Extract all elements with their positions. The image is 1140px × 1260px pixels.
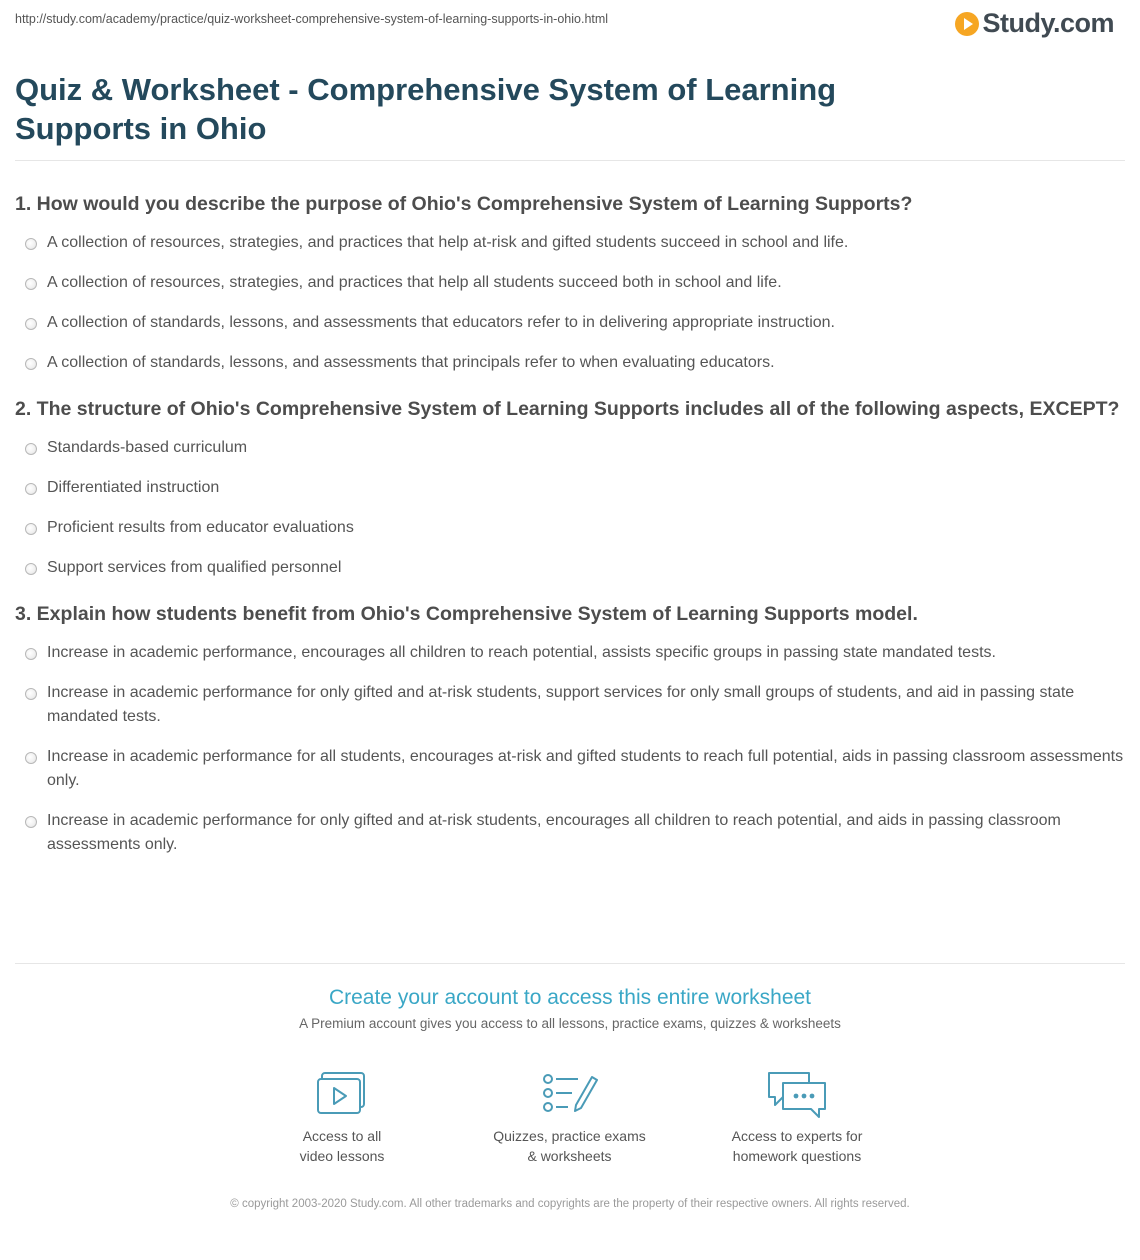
question-text: 2. The structure of Ohio's Comprehensive System of Learning Supports includes all of the following aspects, EXCEPT? bbox=[15, 398, 1120, 420]
answer-text: A collection of resources, strategies, and practices that help all students succeed both in school and life. bbox=[47, 274, 782, 291]
feature-label-line: video lessons bbox=[299, 1148, 385, 1164]
create-account-link[interactable]: Create your account to access this entire worksheet bbox=[328, 986, 812, 1009]
quiz-questions bbox=[15, 192, 1125, 879]
answer-text: Standards-based curriculum bbox=[47, 439, 248, 456]
question-2 bbox=[15, 397, 1125, 580]
answer-option[interactable] bbox=[15, 311, 1125, 335]
answer-option[interactable] bbox=[15, 556, 1125, 580]
feature-label bbox=[242, 1126, 442, 1166]
radio-button-icon[interactable] bbox=[25, 318, 37, 330]
video-lesson-icon bbox=[242, 1068, 442, 1120]
answer-text: Increase in academic performance for only gifted and at-risk students, support services for only small groups of students, and aid in passing state mandated tests. bbox=[47, 684, 1075, 725]
answer-option[interactable] bbox=[15, 809, 1125, 857]
feature-experts bbox=[697, 1068, 897, 1166]
answer-text: Increase in academic performance, encourages all children to reach potential, assists specific groups in passing state mandated tests. bbox=[47, 644, 996, 661]
radio-button-icon[interactable] bbox=[25, 358, 37, 370]
premium-features bbox=[242, 1068, 897, 1166]
question-text: 1. How would you describe the purpose of Ohio's Comprehensive System of Learning Supports? bbox=[15, 193, 913, 215]
answer-text: Increase in academic performance for only gifted and at-risk students, encourages all children to reach potential, and aids in passing classroom assessments only. bbox=[47, 812, 1061, 853]
feature-label bbox=[697, 1126, 897, 1166]
logo-text: Study.com bbox=[982, 8, 1114, 38]
answer-text: Differentiated instruction bbox=[47, 479, 220, 496]
page-title: Quiz & Worksheet - Comprehensive System of Learning Supports in Ohio bbox=[15, 72, 837, 146]
radio-button-icon[interactable] bbox=[25, 443, 37, 455]
answer-option[interactable] bbox=[15, 681, 1125, 729]
answer-text: A collection of standards, lessons, and assessments that educators refer to in delivering appropriate instruction. bbox=[47, 314, 835, 331]
question-1 bbox=[15, 192, 1125, 375]
feature-label bbox=[470, 1126, 670, 1166]
answer-text: A collection of resources, strategies, and practices that help at-risk and gifted students succeed in school and life. bbox=[47, 234, 849, 251]
radio-button-icon[interactable] bbox=[25, 816, 37, 828]
feature-label-line: Access to all bbox=[302, 1128, 382, 1144]
radio-button-icon[interactable] bbox=[25, 483, 37, 495]
answer-option[interactable] bbox=[15, 436, 1125, 460]
study-logo[interactable] bbox=[955, 8, 1114, 39]
answer-option[interactable] bbox=[15, 516, 1125, 540]
title-divider bbox=[15, 160, 1125, 161]
radio-button-icon[interactable] bbox=[25, 563, 37, 575]
feature-video-lessons bbox=[242, 1068, 442, 1166]
feature-quizzes bbox=[470, 1068, 670, 1166]
answer-option[interactable] bbox=[15, 641, 1125, 665]
answer-text: Proficient results from educator evaluations bbox=[47, 519, 354, 536]
radio-button-icon[interactable] bbox=[25, 523, 37, 535]
feature-label-line: homework questions bbox=[732, 1148, 862, 1164]
section-divider bbox=[15, 963, 1125, 964]
answer-text: Support services from qualified personnel bbox=[47, 559, 342, 576]
chat-bubbles-icon bbox=[697, 1068, 897, 1120]
feature-label-line: Access to experts for bbox=[731, 1128, 863, 1144]
premium-description: A Premium account gives you access to all lessons, practice exams, quizzes & worksheets bbox=[299, 1016, 841, 1031]
play-logo-icon bbox=[955, 12, 979, 36]
radio-button-icon[interactable] bbox=[25, 278, 37, 290]
copyright-footer: © copyright 2003-2020 Study.com. All other trademarks and copyrights are the property of their respective owners. All rights reserved. bbox=[230, 1198, 910, 1210]
radio-button-icon[interactable] bbox=[25, 752, 37, 764]
page-url: http://study.com/academy/practice/quiz-worksheet-comprehensive-system-of-learning-supports-in-ohio.html bbox=[15, 12, 609, 26]
top-bar bbox=[0, 0, 1140, 44]
radio-button-icon[interactable] bbox=[25, 648, 37, 660]
radio-button-icon[interactable] bbox=[25, 238, 37, 250]
question-text: 3. Explain how students benefit from Ohio's Comprehensive System of Learning Supports model. bbox=[15, 603, 918, 625]
question-3 bbox=[15, 602, 1125, 857]
answer-option[interactable] bbox=[15, 271, 1125, 295]
answer-option[interactable] bbox=[15, 476, 1125, 500]
feature-label-line: & worksheets bbox=[527, 1148, 612, 1164]
answer-option[interactable] bbox=[15, 351, 1125, 375]
quiz-checklist-icon bbox=[470, 1068, 670, 1120]
answer-option[interactable] bbox=[15, 745, 1125, 793]
answer-text: A collection of standards, lessons, and assessments that principals refer to when evaluating educators. bbox=[47, 354, 775, 371]
feature-label-line: Quizzes, practice exams bbox=[493, 1128, 646, 1144]
radio-button-icon[interactable] bbox=[25, 688, 37, 700]
answer-option[interactable] bbox=[15, 231, 1125, 255]
premium-cta bbox=[0, 986, 1140, 1031]
answer-text: Increase in academic performance for all students, encourages at-risk and gifted students to reach full potential, aids in passing classroom assessments only. bbox=[47, 748, 1124, 789]
